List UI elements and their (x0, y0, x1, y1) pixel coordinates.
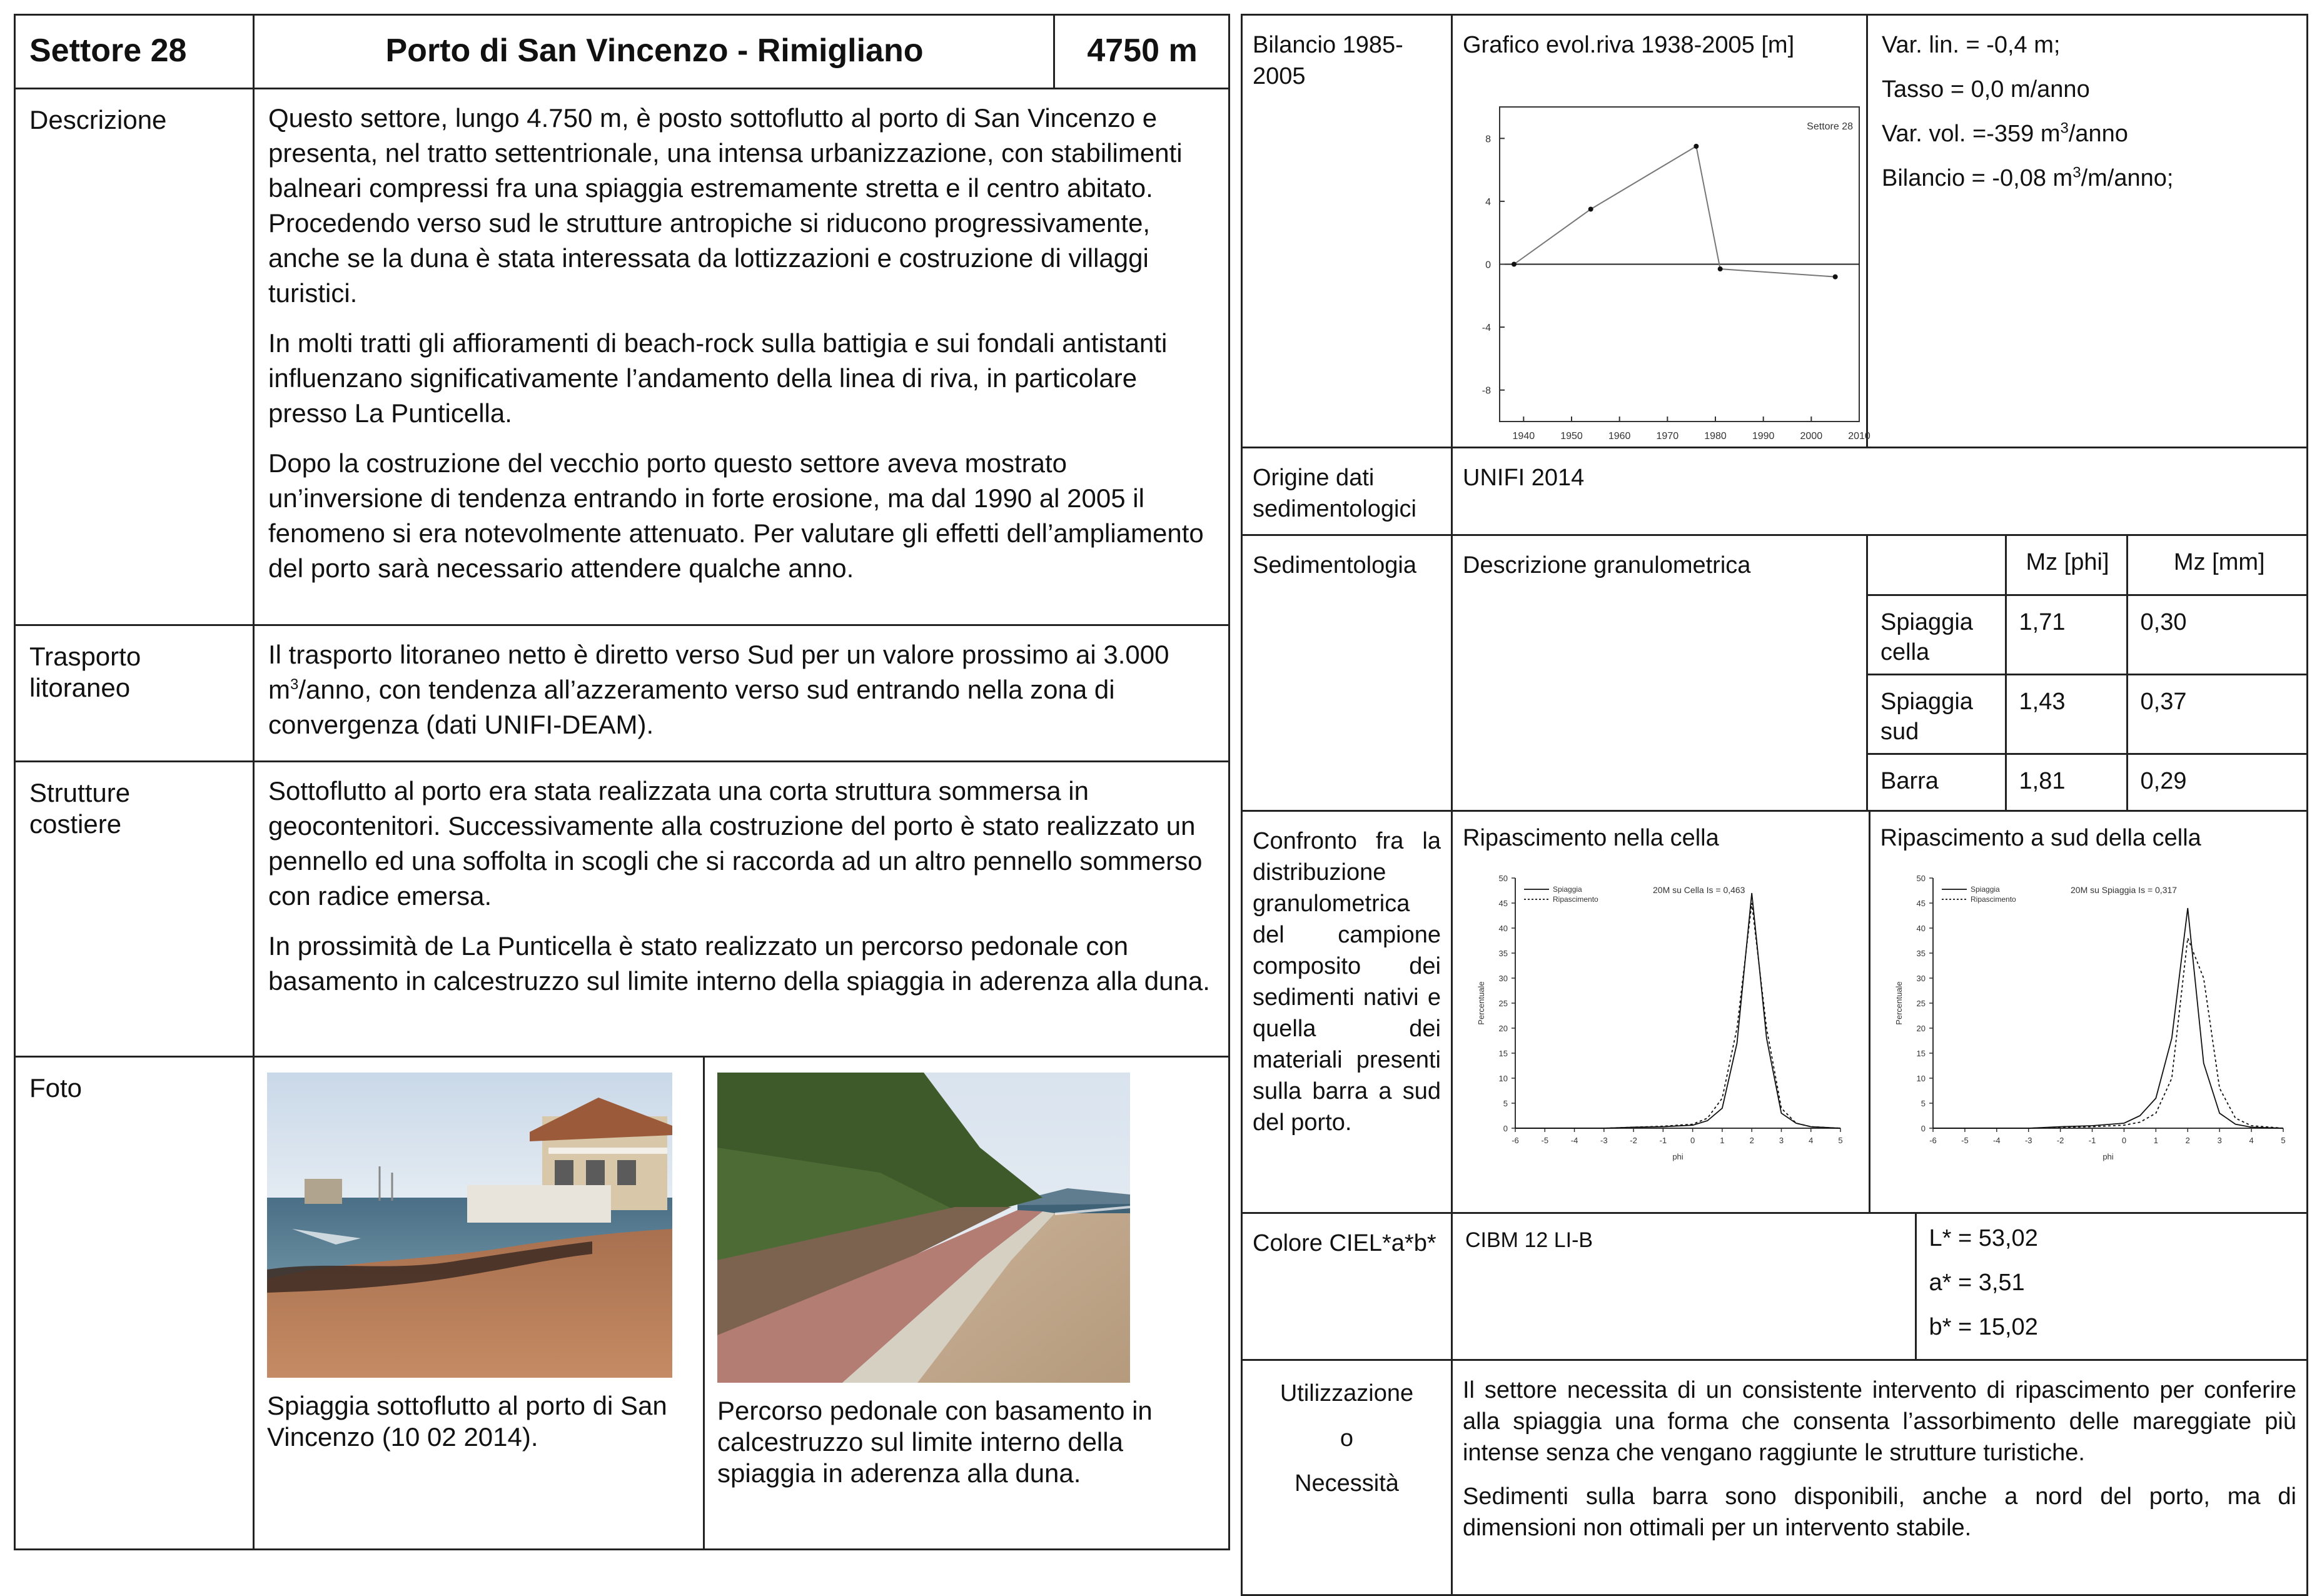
y-tick-label: 15 (1498, 1049, 1508, 1058)
y-tick-label: 25 (1916, 999, 1926, 1008)
x-tick-label: -4 (1992, 1136, 2001, 1145)
series-spiaggia (1515, 893, 1840, 1128)
legend-ripascimento: Ripascimento (1553, 895, 1598, 904)
y-tick-label: -8 (1482, 385, 1491, 396)
legend-spiaggia: Spiaggia (1970, 885, 2000, 894)
row-mm: 0,37 (2127, 674, 2308, 754)
x-tick-label: -6 (1512, 1136, 1519, 1145)
y-tick-label: 5 (1921, 1099, 1926, 1108)
y-tick-label: 0 (1503, 1124, 1508, 1133)
confronto-charts (1453, 812, 2309, 1212)
colore-b: b* = 15,02 (1929, 1314, 2038, 1340)
utilizzazione-p1: Il settore necessita di un consistente intervento di ripascimento per conferire alla spiaggia una forma che consenta l’assorbimento delle mareggiate più intense senza che vengano raggiunte le strutture turistiche. (1463, 1377, 2296, 1466)
y-tick-label: 5 (1503, 1099, 1508, 1108)
row-name: Spiaggia sud (1868, 674, 2006, 754)
data-point (1718, 266, 1723, 271)
legend-ripascimento: Ripascimento (1970, 895, 2016, 904)
left-sheet (14, 14, 1230, 1550)
x-tick-label: 4 (2248, 1136, 2254, 1145)
grain-chart-sud (1870, 853, 2308, 1191)
row-mm: 0,29 (2127, 754, 2308, 810)
descrizione-p3: Dopo la costruzione del vecchio porto questo settore aveva mostrato un’inversione di tendenza entrando in forte erosione, ma dal 1990 al 2005 il fenomeno si era notevolmente attenuato. Per valutare gli effetti dell’ampliamento del porto sarà necessario attendere qualche anno. (268, 448, 1204, 583)
origine-value: UNIFI 2014 (1463, 465, 1585, 491)
series-spiaggia (1933, 908, 2283, 1128)
trasporto-label: Trasporto litoraneo (29, 642, 141, 702)
grain-chart-cella (1453, 853, 1865, 1191)
x-tick-label: -1 (2088, 1136, 2096, 1145)
foto-label: Foto (29, 1073, 83, 1103)
colore-label: Colore CIEL*a*b* (1253, 1230, 1436, 1256)
descrizione-p2: In molti tratti gli affioramenti di beach-rock sulla battigia e sui fondali antistanti influenzano significativamente l’andamento della linea di riva, in particolare presso La Punticella. (268, 328, 1168, 428)
x-tick-label: 1990 (1752, 431, 1775, 442)
x-tick-label: -5 (1961, 1136, 1969, 1145)
y-tick-label: 10 (1916, 1074, 1926, 1083)
data-point (1694, 144, 1699, 149)
photo-1-caption: Spiaggia sottoflutto al porto di San Vincenzo (10 02 2014). (267, 1391, 667, 1452)
chart-legend: Settore 28 (1807, 121, 1853, 132)
photo-2-cell (705, 1058, 1228, 1495)
y-tick-label: 10 (1498, 1074, 1508, 1083)
x-tick-label: 1950 (1560, 431, 1583, 442)
y-tick-label: 35 (1498, 949, 1508, 958)
x-tick-label: -6 (1929, 1136, 1937, 1145)
x-tick-label: 3 (1779, 1136, 1784, 1145)
sector-title: Porto di San Vincenzo - Rimigliano (385, 33, 924, 69)
strutture-label: Strutture costiere (29, 778, 131, 839)
x-tick-label: 3 (2217, 1136, 2222, 1145)
x-tick-label: 2000 (1800, 431, 1823, 442)
trasporto-text: Il trasporto litoraneo netto è diretto verso Sud per un valore prossimo ai 3.000 $m^3$/anno, con tendenza all’azzeramento verso sud entrando nella zona di convergenza (dati UNIFI-DEAM). (268, 640, 1169, 739)
y-axis-label: Percentuale (1477, 981, 1486, 1025)
x-tick-label: 2 (2185, 1136, 2190, 1145)
chart-1-title: Ripascimento nella cella (1463, 825, 1719, 851)
data-point (1588, 206, 1593, 211)
x-tick-label: -1 (1659, 1136, 1667, 1145)
beach-photo-2 (717, 1073, 1130, 1383)
x-axis-label: phi (1672, 1152, 1683, 1161)
y-tick-label: 50 (1498, 874, 1508, 883)
x-tick-label: 5 (2280, 1136, 2286, 1145)
chart-annotation: 20M su Cella Is = 0,463 (1653, 885, 1745, 895)
x-tick-label: -3 (1600, 1136, 1608, 1145)
right-sheet (1241, 14, 2308, 1596)
descrizione-text (255, 89, 1228, 593)
descrizione-p1: Questo settore, lungo 4.750 m, è posto sottoflutto al porto di San Vincenzo e presenta, nel tratto settentrionale, una intensa urbanizzazione, con stabilimenti balneari compressi fra una spiaggia estremamente stretta e il centro abitato. Procedendo verso sud le strutture antropiche si riducono progressivamente, anche se la duna è stata interessata da lottizzazioni e costruzione di villaggi turistici. (268, 103, 1183, 308)
y-tick-label: 20 (1916, 1024, 1926, 1033)
bilancio-chart-title: Grafico evol.riva 1938-2005 [m] (1463, 32, 1795, 58)
x-tick-label: 0 (1690, 1136, 1695, 1145)
utilizzazione-text (1453, 1361, 2306, 1551)
x-tick-label: 1980 (1704, 431, 1727, 442)
y-tick-label: 0 (1921, 1124, 1926, 1133)
y-tick-label: 8 (1485, 134, 1491, 145)
x-tick-label: 2 (1749, 1136, 1754, 1145)
series-line (1514, 146, 1835, 277)
bilancio-value: Bilancio = -0,08 $m^3/m$/anno; (1882, 164, 2174, 191)
row-phi: 1,81 (2006, 754, 2127, 810)
y-tick-label: 50 (1916, 874, 1926, 883)
strutture-text (255, 762, 1228, 1006)
y-tick-label: -4 (1482, 323, 1491, 334)
chart-2-title: Ripascimento a sud della cella (1880, 825, 2201, 851)
x-tick-label: -2 (2056, 1136, 2064, 1145)
var-vol: Var. vol. =-359 $m^3$/anno (1882, 119, 2128, 147)
strutture-p2: In prossimità de La Punticella è stato realizzato un percorso pedonale con basamento in calcestruzzo sul limite interno della spiaggia in aderenza alla duna. (268, 931, 1210, 996)
row-mm: 0,30 (2127, 595, 2308, 674)
beach-photo-1 (267, 1073, 672, 1378)
grain-size-table (1868, 536, 2308, 810)
x-tick-label: 5 (1838, 1136, 1843, 1145)
row-phi: 1,71 (2006, 595, 2127, 674)
x-tick-label: 2010 (1848, 431, 1870, 442)
y-tick-label: 35 (1916, 949, 1926, 958)
colore-code: CIBM 12 LI-B (1453, 1214, 1916, 1359)
series-ripascimento (1515, 903, 1840, 1128)
photo-1-cell (255, 1058, 703, 1459)
colore-a: a* = 3,51 (1929, 1270, 2025, 1296)
colore-l: L* = 53,02 (1929, 1225, 2038, 1251)
series-ripascimento (1933, 938, 2283, 1128)
row-phi: 1,43 (2006, 674, 2127, 754)
x-axis-label: phi (2102, 1152, 2114, 1161)
photo-2-caption: Percorso pedonale con basamento in calcestruzzo sul limite interno della spiaggia in aderenza alla duna. (717, 1396, 1153, 1488)
x-tick-label: 1960 (1608, 431, 1631, 442)
y-tick-label: 45 (1498, 899, 1508, 908)
y-tick-label: 40 (1498, 924, 1508, 933)
x-tick-label: 0 (2121, 1136, 2126, 1145)
colore-values (1453, 1214, 2309, 1359)
strutture-p1: Sottoflutto al porto era stata realizzata una corta struttura sommersa in geocontenitori. Successivamente alla costruzione del porto è stato realizzato un pennello ed una soffolta in scogli che si raccorda ad un altro pennello sommerso con radice emersa. (268, 776, 1203, 911)
tasso: Tasso = 0,0 m/anno (1882, 76, 2090, 103)
x-tick-label: 1 (1720, 1136, 1725, 1145)
y-tick-label: 30 (1498, 974, 1508, 983)
y-tick-label: 4 (1485, 196, 1491, 208)
x-tick-label: -4 (1570, 1136, 1578, 1145)
y-tick-label: 45 (1916, 899, 1926, 908)
origine-label: Origine dati sedimentologici (1253, 465, 1416, 522)
x-tick-label: 4 (1809, 1136, 1814, 1145)
y-tick-label: 40 (1916, 924, 1926, 933)
data-point (1512, 262, 1517, 267)
sector-label: Settore 28 (29, 33, 187, 69)
row-name: Barra (1868, 754, 2006, 810)
x-tick-label: 1940 (1512, 431, 1535, 442)
confronto-label: Confronto fra la distribuzione granulometrica del campione composito dei sedimenti nativi e quella dei materiali presenti sulla barra a sud del porto. (1253, 828, 1441, 1136)
var-lin: Var. lin. = -0,4 m; (1882, 32, 2061, 58)
utilizzazione-label: Utilizzazione o Necessità (1280, 1380, 1414, 1497)
x-tick-label: 1 (2153, 1136, 2158, 1145)
x-tick-label: -3 (2024, 1136, 2032, 1145)
y-axis-label: Percentuale (1894, 981, 1904, 1025)
descrizione-label: Descrizione (29, 105, 167, 134)
bilancio-label: Bilancio 1985-2005 (1253, 32, 1403, 89)
sedimentologia-label: Sedimentologia (1253, 552, 1416, 578)
row-name: Spiaggia cella (1868, 595, 2006, 674)
x-tick-label: -5 (1541, 1136, 1549, 1145)
sedimentologia-desc: Descrizione granulometrica (1463, 552, 1751, 578)
sector-length: 4750 m (1087, 33, 1198, 69)
y-tick-label: 15 (1916, 1049, 1926, 1058)
y-tick-label: 0 (1485, 260, 1491, 271)
shoreline-chart (1453, 68, 1868, 443)
col-mz-mm: Mz [mm] (2127, 536, 2308, 595)
bilancio-metrics (1868, 16, 2306, 201)
y-tick-label: 30 (1916, 974, 1926, 983)
col-mz-phi: Mz [phi] (2006, 536, 2127, 595)
legend-spiaggia: Spiaggia (1553, 885, 1582, 894)
data-point (1833, 275, 1838, 280)
x-tick-label: 1970 (1656, 431, 1679, 442)
x-tick-label: -2 (1630, 1136, 1637, 1145)
utilizzazione-p2: Sedimenti sulla barra sono disponibili, anche a nord del porto, ma di dimensioni non ottimali per un intervento stabile. (1463, 1483, 2296, 1541)
y-tick-label: 25 (1498, 999, 1508, 1008)
chart-annotation: 20M su Spiaggia Is = 0,317 (2070, 885, 2177, 895)
y-tick-label: 20 (1498, 1024, 1508, 1033)
